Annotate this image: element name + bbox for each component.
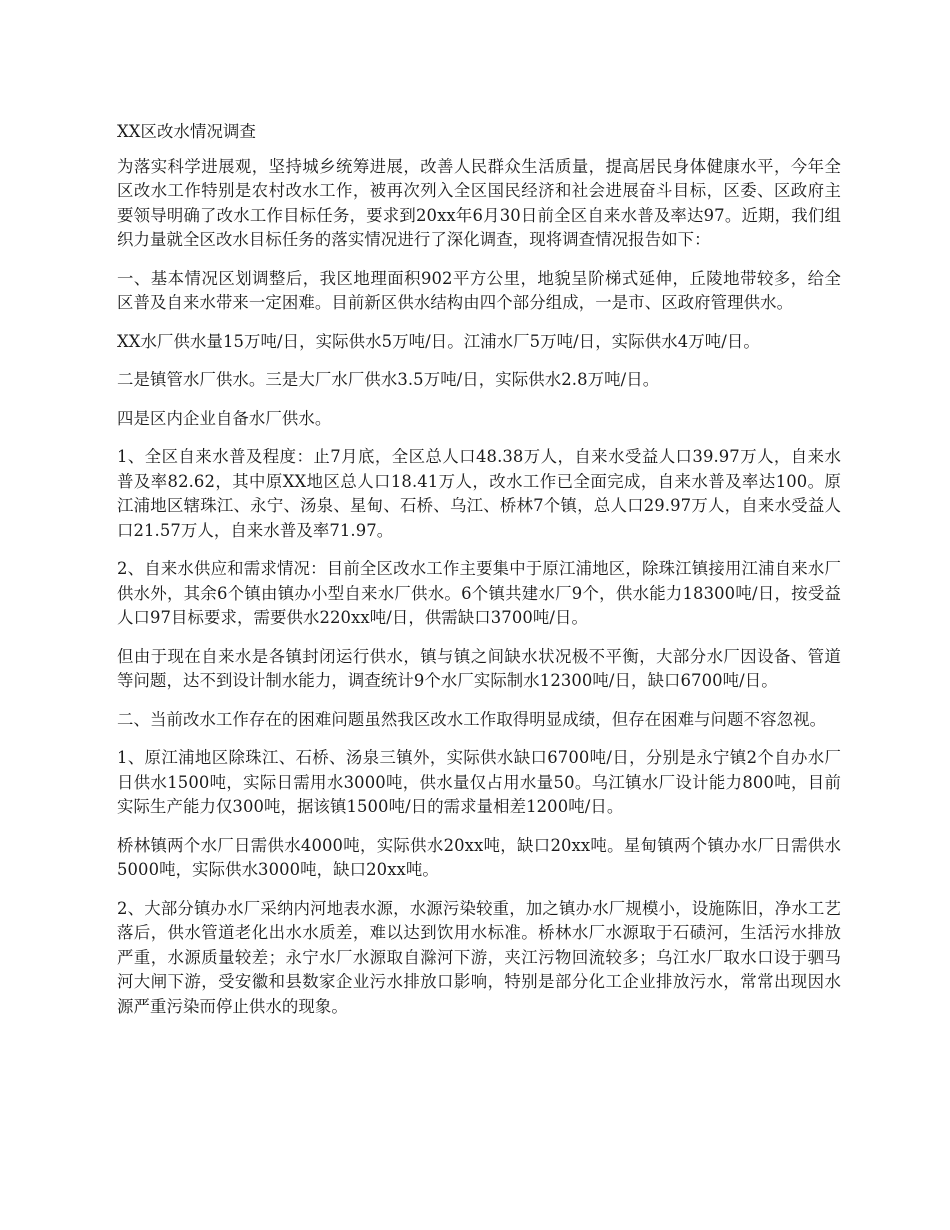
paragraph-imbalance: 但由于现在自来水是各镇封闭运行供水，镇与镇之间缺水状况极不平衡，大部分水厂因设备、管道等问题，达不到设计制水能力，调查统计9个水厂实际制水12300吨/日，缺口6700吨/日。	[117, 646, 841, 690]
paragraph-problems-heading: 二、当前改水工作存在的困难问题虽然我区改水工作取得明显成绩，但存在困难与问题不容忽视。	[117, 709, 827, 729]
paragraph-supply-gap: 1、原江浦地区除珠江、石桥、汤泉三镇外，实际供水缺口6700吨/日，分别是永宁镇2个自办水厂日供水1500吨，实际日需用水3000吨，供水量仅占用水量50。乌江镇水厂设计能力800吨，目前实际生产能力仅300吨，据该镇1500吨/日的需求量相差1200吨/日。	[117, 748, 841, 816]
paragraph-basic-situation: 一、基本情况区划调整后，我区地理面积902平方公里，地貌呈阶梯式延伸，丘陵地带较多，给全区普及自来水带来一定困难。目前新区供水结构由四个部分组成，一是市、区政府管理供水。	[117, 268, 841, 312]
paragraph-town-water-supply: 二是镇管水厂供水。三是大厂水厂供水3.5万吨/日，实际供水2.8万吨/日。	[117, 370, 660, 389]
paragraph-enterprise-supply: 四是区内企业自备水厂供水。	[117, 408, 332, 428]
paragraph-qiaolin-xingdian: 桥林镇两个水厂日需供水4000吨，实际供水20xx吨，缺口20xx吨。星甸镇两个镇办水厂日需供水5000吨，实际供水3000吨，缺口20xx吨。	[117, 835, 841, 879]
paragraph-water-source-pollution: 2、大部分镇办水厂采纳内河地表水源，水源污染较重，加之镇办水厂规模小，设施陈旧，净水工艺落后，供水管道老化出水水质差，难以达到饮用水标准。桥林水厂水源取于石碛河，生活污水排放严重，水源质量较差；永宁水厂水源取自滁河下游，夹江污物回流较多；乌江水厂取水口设于驷马河大闸下游，受安徽和县数家企业污水排放口影响，特别是部分化工企业排放污水，常常出现因水源严重污染而停止供水的现象。	[117, 898, 841, 1016]
paragraph-xx-water-plant: XX水厂供水量15万吨/日，实际供水5万吨/日。江浦水厂5万吨/日，实际供水4万吨/日。	[117, 331, 760, 351]
document-body	[117, 120, 841, 1033]
paragraph-coverage-rate: 1、全区自来水普及程度：止7月底，全区总人口48.38万人，自来水受益人口39.97万人，自来水普及率82.62，其中原XX地区总人口18.41万人，改水工作已全面完成，自来水普及率达100。原江浦地区辖珠江、永宁、汤泉、星甸、石桥、乌江、桥林7个镇，总人口29.97万人，自来水受益人口21.57万人，自来水普及率71.97。	[117, 447, 841, 540]
document-title: XX区改水情况调查	[117, 122, 256, 141]
paragraph-supply-demand: 2、自来水供应和需求情况：目前全区改水工作主要集中于原江浦地区，除珠江镇接用江浦自来水厂供水外，其余6个镇由镇办小型自来水厂供水。6个镇共建水厂9个，供水能力18300吨/日，按受益人口97目标要求，需要供水220xx吨/日，供需缺口3700吨/日。	[117, 559, 841, 627]
paragraph-intro: 为落实科学进展观，坚持城乡统筹进展，改善人民群众生活质量，提高居民身体健康水平，今年全区改水工作特别是农村改水工作，被再次列入全区国民经济和社会进展奋斗目标，区委、区政府主要领导明确了改水工作目标任务，要求到20xx年6月30日前全区自来水普及率达97。近期，我们组织力量就全区改水目标任务的落实情况进行了深化调查，现将调查情况报告如下：	[117, 156, 841, 249]
